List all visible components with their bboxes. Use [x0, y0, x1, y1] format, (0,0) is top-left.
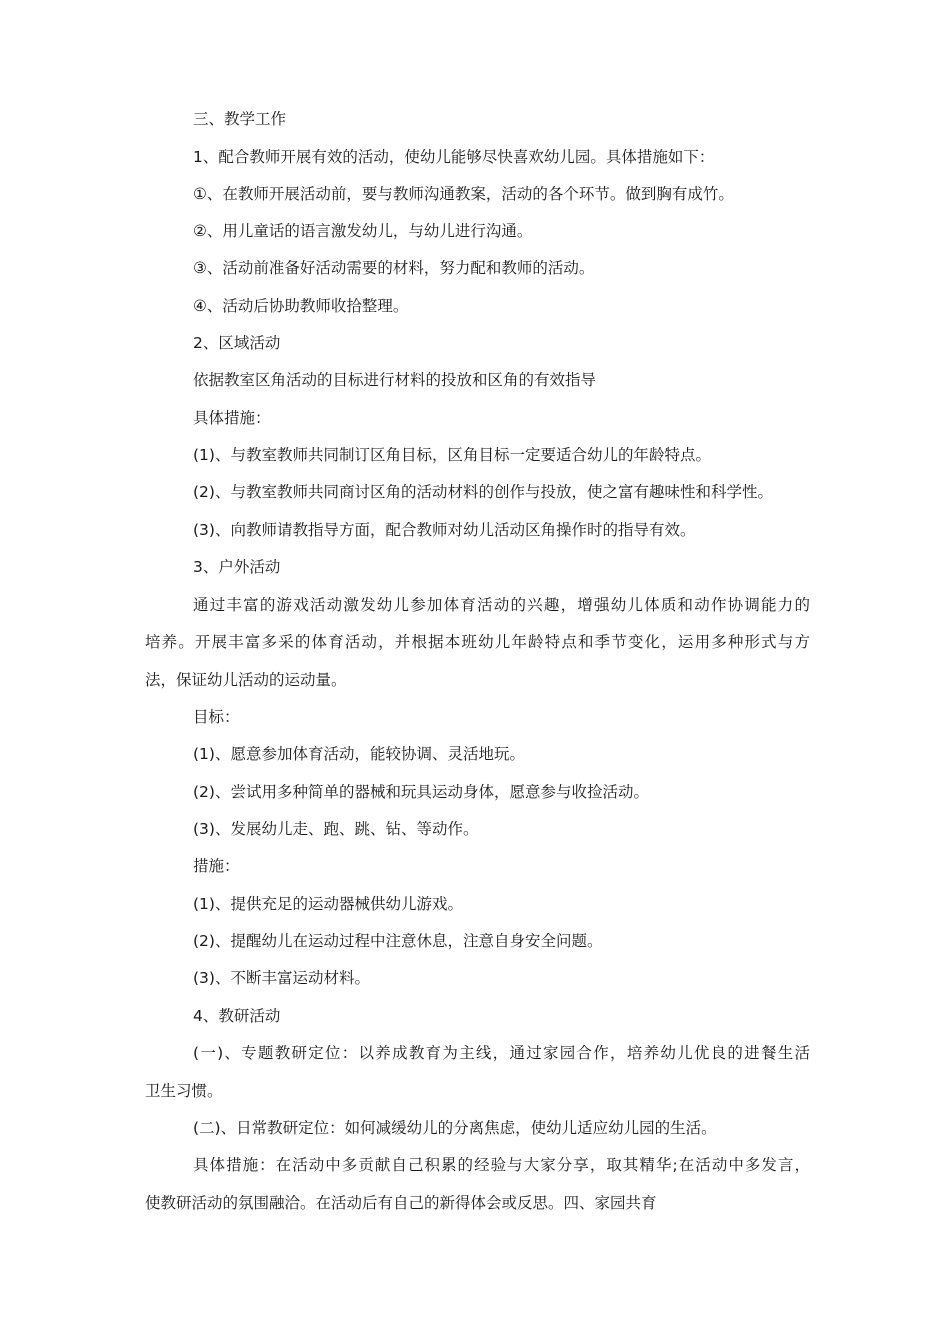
item-1-heading: 1、配合教师开展有效的活动，使幼儿能够尽快喜欢幼儿园。具体措施如下： [193, 148, 715, 166]
goals-label: 目标： [193, 708, 240, 726]
research-measures-line-1: 具体措施：在活动中多贡献自己积累的经验与大家分享，取其精华;在活动中多发言， [193, 1156, 810, 1174]
area-measure-1: (1)、与教室教师共同制订区角目标，区角目标一定要适合幼儿的年龄特点。 [193, 446, 711, 464]
outdoor-paragraph-line-1: 通过丰富的游戏活动激发幼儿参加体育活动的兴趣，增强幼儿体质和动作协调能力的 [193, 596, 810, 614]
measure-2: ②、用儿童话的语言激发幼儿，与幼儿进行沟通。 [193, 222, 533, 240]
research-topic-line-1: (一)、专题教研定位：以养成教育为主线，通过家园合作，培养幼儿优良的进餐生活 [193, 1044, 810, 1062]
goal-2: (2)、尝试用多种简单的器械和玩具运动身体，愿意参与收捡活动。 [193, 783, 649, 801]
measure-3: ③、活动前准备好活动需要的材料，努力配和教师的活动。 [193, 259, 595, 277]
outdoor-paragraph-line-2: 培养。开展丰富多采的体育活动，并根据本班幼儿年龄特点和季节变化，运用多种形式与方 [145, 633, 810, 651]
research-topic-line-2: 卫生习惯。 [145, 1082, 223, 1100]
measure-4: ④、活动后协助教师收拾整理。 [193, 297, 409, 315]
item-4-heading: 4、教研活动 [193, 1007, 281, 1025]
area-activity-intro: 依据教室区角活动的目标进行材料的投放和区角的有效指导 [193, 371, 597, 389]
area-measure-2: (2)、与教室教师共同商讨区角的活动材料的创作与投放，使之富有趣味性和科学性。 [193, 483, 773, 501]
item-2-heading: 2、区域活动 [193, 334, 281, 352]
goal-3: (3)、发展幼儿走、跑、跳、钻、等动作。 [193, 820, 479, 838]
daily-research-topic: (二)、日常教研定位：如何减缓幼儿的分离焦虑，使幼儿适应幼儿园的生活。 [193, 1119, 717, 1137]
goal-1: (1)、愿意参加体育活动，能较协调、灵活地玩。 [193, 745, 525, 763]
area-measures-label: 具体措施： [193, 409, 271, 427]
research-measures-line-2: 使教研活动的氛围融洽。在活动后有自己的新得体会或反思。四、家园共育 [145, 1194, 657, 1212]
item-3-heading: 3、户外活动 [193, 558, 281, 576]
outdoor-paragraph-line-3: 法，保证幼儿活动的运动量。 [145, 671, 347, 689]
section-heading-teaching: 三、教学工作 [193, 110, 287, 128]
measure-1: ①、在教师开展活动前，要与教师沟通教案，活动的各个环节。做到胸有成竹。 [193, 185, 734, 203]
outdoor-measure-2: (2)、提醒幼儿在运动过程中注意休息，注意自身安全问题。 [193, 932, 603, 950]
outdoor-measure-3: (3)、不断丰富运动材料。 [193, 969, 370, 987]
area-measure-3: (3)、向教师请教指导方面，配合教师对幼儿活动区角操作时的指导有效。 [193, 521, 696, 539]
measures-label: 措施： [193, 857, 240, 875]
outdoor-measure-1: (1)、提供充足的运动器械供幼儿游戏。 [193, 895, 463, 913]
